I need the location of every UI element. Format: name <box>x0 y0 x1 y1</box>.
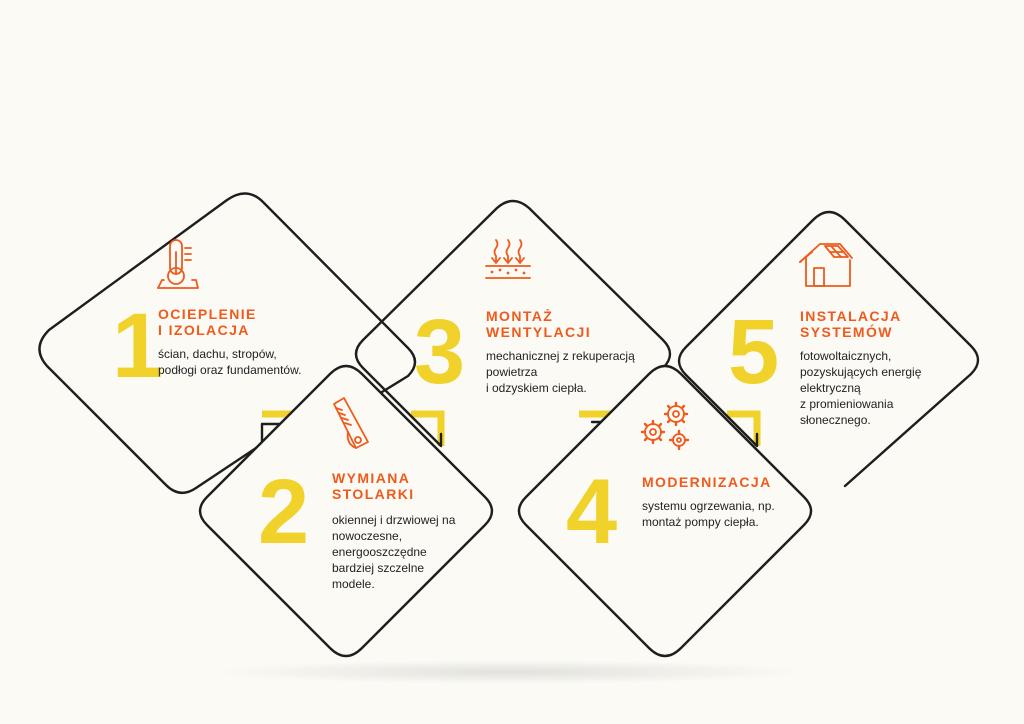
item-1-description: ścian, dachu, stropów, podłogi oraz fundamentów. <box>158 347 302 377</box>
item-5-number: 5 <box>728 301 780 403</box>
item-2-heading: WYMIANA STOLARKI <box>332 470 415 502</box>
item-3-number: 3 <box>414 301 466 403</box>
item-3-description: mechanicznej z rekuperacją powietrza i odzyskiem ciepła. <box>486 349 635 395</box>
item-5-description: fotowoltaicznych, pozyskujących energię elektryczną z promieniowania słonecznego. <box>800 349 922 427</box>
item-4-heading: MODERNIZACJA <box>642 474 772 490</box>
ground-shadow <box>210 660 810 684</box>
item-3-heading: MONTAŻ WENTYLACJI <box>486 308 591 340</box>
item-5-heading: INSTALACJA SYSTEMÓW <box>800 308 902 340</box>
item-4-number: 4 <box>566 461 618 563</box>
item-4-description: systemu ogrzewania, np. montaż pompy ciepła. <box>642 499 775 529</box>
item-2-number: 2 <box>258 461 310 563</box>
item-2-description: okiennej i drzwiowej na nowoczesne, energooszczędne bardziej szczelne modele. <box>332 513 456 591</box>
item-1-number: 1 <box>112 295 164 397</box>
item-1-heading: OCIEPLENIE I IZOLACJA <box>158 306 257 338</box>
